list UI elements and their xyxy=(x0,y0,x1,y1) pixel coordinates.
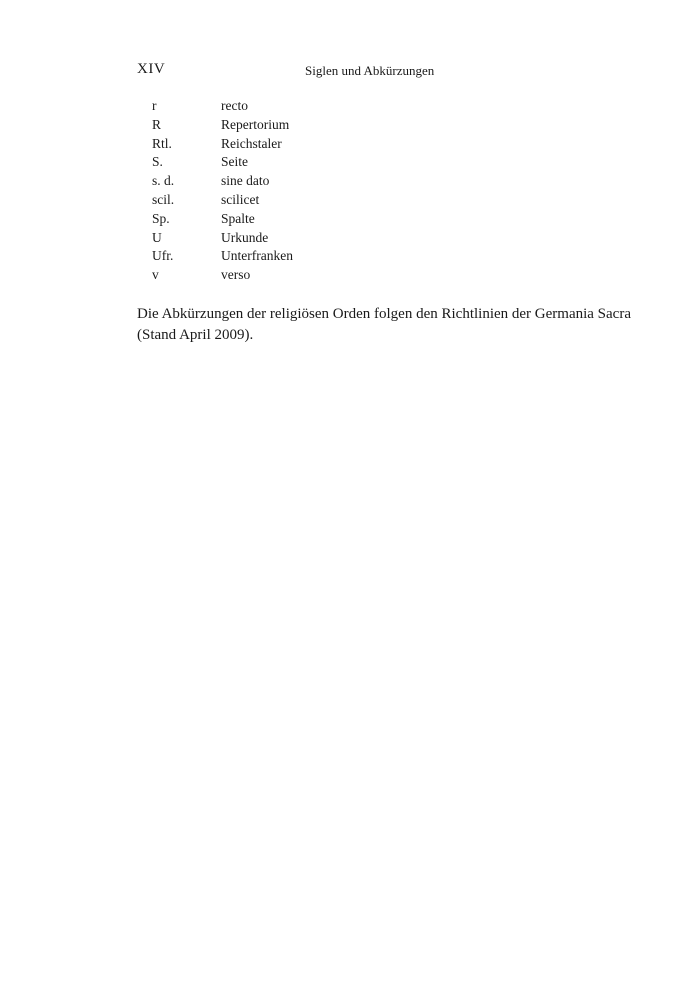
abbreviation-meaning: Urkunde xyxy=(221,229,269,245)
abbreviation-row xyxy=(152,116,512,135)
abbreviation-key: Rtl. xyxy=(152,135,172,151)
abbreviation-key: r xyxy=(152,98,157,113)
abbreviation-row xyxy=(152,210,512,229)
abbreviation-key: U xyxy=(152,229,162,245)
abbreviation-meaning: Spalte xyxy=(221,210,255,226)
running-title: Siglen und Abkürzungen xyxy=(305,63,435,78)
abbreviation-key: s. d. xyxy=(152,173,175,189)
abbreviation-row xyxy=(152,266,512,285)
abbreviation-meaning: verso xyxy=(221,267,251,283)
abbreviation-key: scil. xyxy=(152,191,175,207)
abbreviation-row xyxy=(152,191,512,210)
abbreviation-meaning: Repertorium xyxy=(221,116,290,132)
abbreviation-key: Ufr. xyxy=(152,248,174,264)
abbreviation-row xyxy=(152,97,512,116)
page-number: XIV xyxy=(137,61,166,77)
abbreviation-key: Sp. xyxy=(152,210,170,226)
abbreviation-row xyxy=(152,172,512,191)
abbreviation-meaning: recto xyxy=(221,98,248,113)
abbreviation-key: S. xyxy=(152,154,163,170)
abbreviation-meaning: Unterfranken xyxy=(221,248,293,264)
abbreviation-list xyxy=(152,97,512,285)
abbreviation-key: v xyxy=(152,267,159,283)
orders-note: Die Abkürzungen der religiösen Orden folgen den Richtlinien der Germania Sacra (Stand April 2009). xyxy=(137,306,631,343)
abbreviation-meaning: Seite xyxy=(221,154,248,170)
abbreviation-key: R xyxy=(152,116,162,132)
abbreviation-row xyxy=(152,135,512,154)
abbreviation-row xyxy=(152,229,512,248)
abbreviation-meaning: Reichstaler xyxy=(221,135,282,151)
abbreviation-row xyxy=(152,247,512,266)
abbreviation-row xyxy=(152,153,512,172)
abbreviation-meaning: sine dato xyxy=(221,173,270,189)
abbreviation-meaning: scilicet xyxy=(221,191,260,207)
